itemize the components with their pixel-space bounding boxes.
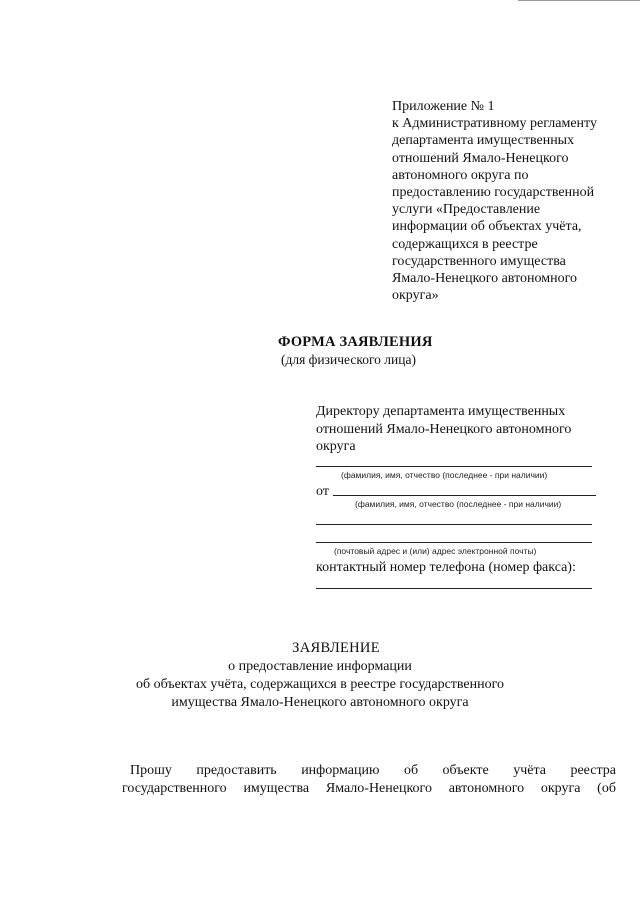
- phone-label: контактный номер телефона (номер факса):: [316, 560, 576, 575]
- body-word: Прошу: [130, 763, 172, 778]
- body-word: объекте: [442, 763, 489, 778]
- appendix-line: Приложение № 1: [392, 99, 495, 114]
- name-hint-2: (фамилия, имя, отчество (последнее - при наличии): [355, 499, 562, 509]
- appendix-line: государственного имущества: [392, 253, 566, 269]
- body-word: об: [403, 763, 419, 778]
- appendix-line: автономного округа по: [392, 167, 529, 183]
- statement-title: ЗАЯВЛЕНИЕ: [292, 640, 380, 656]
- appendix-line: департамента имущественных: [392, 133, 575, 149]
- body-word: учёта: [513, 763, 546, 778]
- addressee-block: [316, 403, 571, 456]
- name-hint-1: (фамилия, имя, отчество (последнее - при наличии): [341, 470, 548, 480]
- body-text-line-1: [130, 763, 616, 779]
- statement-subtitle-line: имущества Ямало-Ненецкого автономного округа: [171, 695, 469, 710]
- appendix-line: услуги «Предоставление: [392, 202, 541, 218]
- body-word: имущества: [243, 781, 310, 796]
- appendix-block: [392, 98, 632, 304]
- blank-fill-line-2[interactable]: [316, 542, 592, 543]
- name-fill-line-1[interactable]: [316, 466, 592, 467]
- appendix-line: округа»: [392, 288, 439, 304]
- appendix-line: содержащихся в реестре: [392, 236, 538, 252]
- from-fill-line[interactable]: [333, 495, 596, 496]
- phone-fill-line[interactable]: [316, 588, 592, 589]
- body-word: автономного: [448, 781, 525, 796]
- body-word: государственного: [122, 781, 227, 796]
- appendix-line: Ямало-Ненецкого автономного: [392, 271, 577, 287]
- body-word: Ямало-Ненецкого: [325, 781, 432, 796]
- addressee-line: округа: [316, 439, 356, 454]
- statement-subtitle-line: о предоставление информации: [228, 659, 412, 674]
- appendix-line: информации об объектах учёта,: [392, 219, 582, 235]
- body-word: (об: [597, 781, 616, 796]
- form-subtitle: (для физического лица): [281, 352, 416, 367]
- body-word: предоставить: [196, 763, 277, 778]
- appendix-line: отношений Ямало-Ненецкого: [392, 150, 569, 166]
- body-word: округа: [540, 781, 581, 796]
- blank-fill-line-1[interactable]: [316, 524, 592, 525]
- body-word: реестра: [570, 763, 616, 778]
- addressee-line: Директору департамента имущественных: [316, 404, 566, 419]
- body-text-line-2: [122, 781, 616, 797]
- body-word: информацию: [301, 763, 380, 778]
- address-hint: (почтовый адрес и (или) адрес электронной почты): [334, 546, 537, 556]
- statement-subtitle-line: об объектах учёта, содержащихся в реестре государственного: [135, 677, 505, 692]
- from-label: от: [316, 484, 329, 499]
- scan-edge-line: [518, 0, 640, 1]
- appendix-line: предоставлению государственной: [392, 185, 595, 201]
- appendix-line: к Административному регламенту: [392, 116, 597, 132]
- addressee-line: отношений Ямало-Ненецкого автономного: [316, 421, 572, 437]
- form-title: ФОРМА ЗАЯВЛЕНИЯ: [278, 334, 433, 350]
